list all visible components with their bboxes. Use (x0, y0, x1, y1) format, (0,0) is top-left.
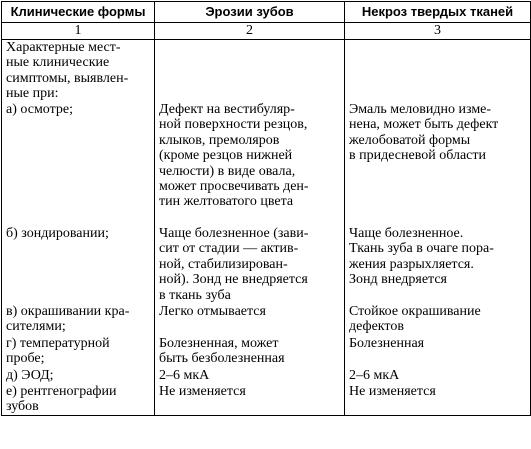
column-number-row (2, 23, 531, 40)
header-row (2, 2, 531, 23)
row-label: д) ЭОД; (2, 368, 155, 384)
intro-text: Характерные мест- ные клинические симптомы, выявлен- ные при: (2, 40, 155, 103)
necrosis-cell: Чаще болезненное. Ткань зуба в очаге пора- жения разрыхляется. Зонд внедряется (345, 226, 531, 304)
intro-empty-erosion (155, 40, 345, 103)
column-number-3: 3 (345, 23, 531, 40)
erosion-cell: Легко отмывается (155, 304, 345, 336)
table-row (2, 368, 531, 384)
erosion-cell: Дефект на вестибуляр- ной поверхности резцов, клыков, премоляров (кроме резцов нижней челюсти) в виде овала, может просвечивать ден- тин желтоватого цвета (155, 102, 345, 226)
table-row (2, 384, 531, 416)
row-label: в) окрашивании кра- сителями; (2, 304, 155, 336)
column-number-1: 1 (2, 23, 155, 40)
necrosis-cell: Эмаль меловидно изме- нена, может быть дефект желобоватой формы в придесневой области (345, 102, 531, 226)
necrosis-cell: Стойкое окрашивание дефектов (345, 304, 531, 336)
table-row (2, 226, 531, 304)
header-clinical-forms: Клинические формы (2, 2, 155, 23)
table-row (2, 336, 531, 368)
table-row (2, 102, 531, 226)
necrosis-cell: Не изменяется (345, 384, 531, 416)
erosion-cell: 2–6 мкА (155, 368, 345, 384)
necrosis-cell: 2–6 мкА (345, 368, 531, 384)
comparison-table (1, 1, 531, 416)
erosion-cell: Чаще болезненное (зави- сит от стадии — актив- ной, стабилизирован- ной). Зонд не внедряется в ткань зуба (155, 226, 345, 304)
row-label: а) осмотре; (2, 102, 155, 226)
necrosis-cell: Болезненная (345, 336, 531, 368)
intro-empty-necrosis (345, 40, 531, 103)
intro-row (2, 40, 531, 103)
header-erosion: Эрозии зубов (155, 2, 345, 23)
erosion-cell: Болезненная, может быть безболезненная (155, 336, 345, 368)
erosion-cell: Не изменяется (155, 384, 345, 416)
table-row (2, 304, 531, 336)
row-label: б) зондировании; (2, 226, 155, 304)
row-label: г) температурной пробе; (2, 336, 155, 368)
row-label: е) рентгенографии зубов (2, 384, 155, 416)
header-necrosis: Некроз твердых тканей (345, 2, 531, 23)
column-number-2: 2 (155, 23, 345, 40)
